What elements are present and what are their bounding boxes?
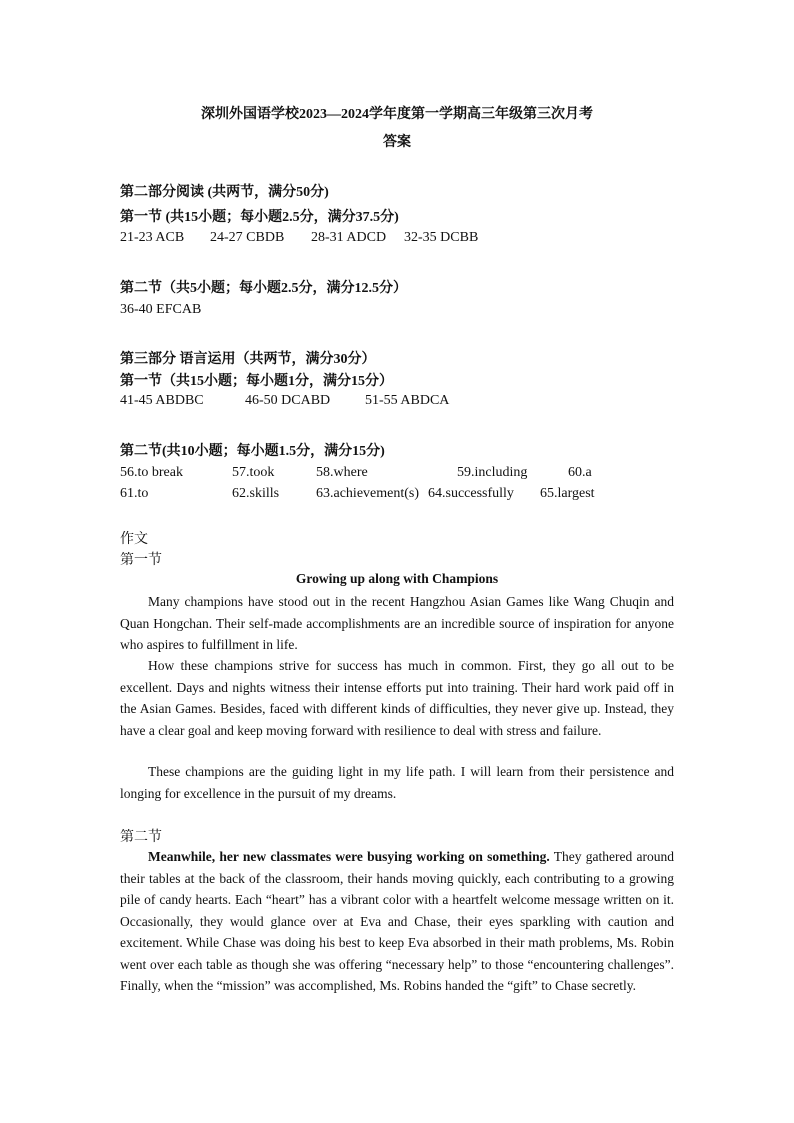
answer-item: 60.a bbox=[568, 465, 592, 480]
continuation-text: They gathered around their tables at the back of the classroom, their hands moving quickly, each contributing to a growing pile of candy hearts. Each “heart” has a vibrant color with a heartfelt welcome message written on it. Occasionally, they would glance over at Eva and Chase, their eyes sparkling with caution and excitement. While Chase was doing his best to keep Eva absorbed in their math problems, Ms. Robin went over each table as though she was offering “necessary help” to those “encountering challenges”. Finally, when the “mission” was accomplished, Ms. Robins handed the “gift” to Chase secretly. bbox=[120, 849, 674, 993]
essay-paragraph: How these champions strive for success has much in common. First, they go all out to be excellent. Days and nights witness their intense efforts put into training. Their hard work paid off in the Asian Games. Besides, faced with different kinds of difficulties, they never give up. Instead, they have a clear goal and keep moving forward with resilience to deal with stress and failure. bbox=[120, 658, 674, 738]
answer-item: 64.successfully bbox=[428, 486, 514, 501]
essay-paragraph: Many champions have stood out in the recent Hangzhou Asian Games like Wang Chuqin and Quan Hongchan. Their self-made accomplishments are an incredible source of inspiration for anyone who aspires to fulfillment in life. bbox=[120, 594, 674, 652]
answer-group: 21-23 ACB bbox=[120, 230, 185, 245]
writing-section1-label: 第一节 bbox=[120, 553, 162, 568]
document-title: 深圳外国语学校2023—2024学年度第一学期高三年级第三次月考 bbox=[201, 107, 593, 122]
answer-group: 32-35 DCBB bbox=[404, 230, 479, 245]
answer-group: 24-27 CBDB bbox=[210, 230, 285, 245]
answer-item: 63.achievement(s) bbox=[316, 486, 420, 501]
part3-section1-heading: 第一节（共15小题；每小题1分，满分15分） bbox=[120, 374, 393, 389]
part3-section2-heading: 第二节(共10小题；每小题1.5分，满分15分) bbox=[120, 444, 385, 459]
answer-item: 65.largest bbox=[540, 486, 595, 501]
answer-group: 51-55 ABDCA bbox=[365, 393, 450, 408]
part2-section1-heading: 第一节 (共15小题；每小题2.5分，满分37.5分) bbox=[120, 210, 399, 225]
answer-item: 59.including bbox=[457, 465, 528, 480]
answer-group: 36-40 EFCAB bbox=[120, 302, 202, 317]
continuation-paragraph bbox=[120, 846, 674, 997]
writing-section2-label: 第二节 bbox=[120, 830, 162, 845]
answer-group: 46-50 DCABD bbox=[245, 393, 331, 408]
answer-item: 57.took bbox=[232, 465, 275, 480]
essay-paragraph: These champions are the guiding light in my life path. I will learn from their persistence and longing for excellence in the pursuit of my dreams. bbox=[120, 764, 674, 801]
essay-title: Growing up along with Champions bbox=[295, 571, 499, 586]
part2-heading: 第二部分阅读 (共两节，满分50分) bbox=[120, 185, 329, 200]
answer-group: 41-45 ABDBC bbox=[120, 393, 204, 408]
answer-item: 62.skills bbox=[232, 486, 280, 501]
part3-heading: 第三部分 语言运用（共两节，满分30分） bbox=[120, 352, 376, 367]
continuation-lead-sentence: Meanwhile, her new classmates were busying working on something. bbox=[148, 849, 550, 864]
document-subtitle: 答案 bbox=[383, 135, 411, 150]
answer-item: 56.to break bbox=[120, 465, 183, 480]
answer-item: 58.where bbox=[316, 465, 368, 480]
part2-section2-heading: 第二节（共5小题；每小题2.5分，满分12.5分） bbox=[120, 281, 407, 296]
writing-heading: 作文 bbox=[120, 532, 148, 547]
answer-item: 61.to bbox=[120, 486, 149, 501]
answer-group: 28-31 ADCD bbox=[311, 230, 387, 245]
